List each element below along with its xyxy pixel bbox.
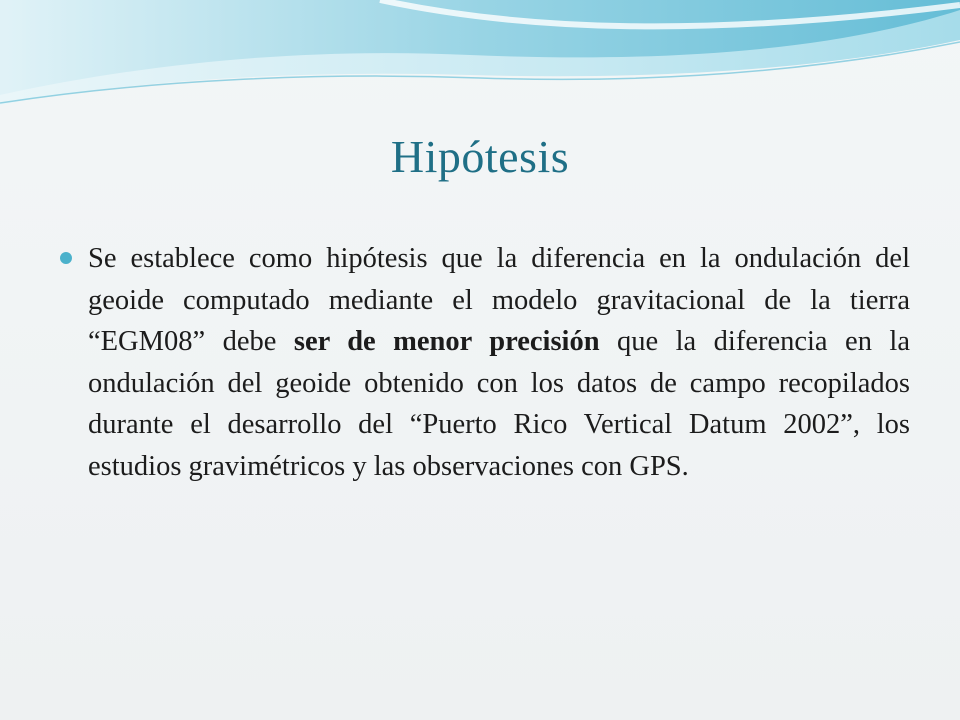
slide-content	[60, 238, 910, 487]
bullet-text-bold: ser de menor precisión	[293, 326, 600, 357]
bullet-text-before: Se establece como hipótesis que la diferencia en la ondulación del geoide computado mediante el modelo gravitacional de la tierra “EGM08” debe	[88, 243, 910, 357]
bullet-text	[88, 238, 910, 487]
slide-title: Hipótesis	[390, 131, 570, 182]
bullet-dot-icon	[60, 252, 72, 264]
bullet-item	[60, 238, 910, 487]
wave-header-decoration	[0, 0, 960, 120]
bullet-text-after: que la diferencia en la ondulación del geoide obtenido con los datos de campo recopilados durante el desarrollo del “Puerto Rico Vertical Datum 2002”, los estudios gravimétricos y las observaciones con GPS.	[88, 326, 910, 482]
